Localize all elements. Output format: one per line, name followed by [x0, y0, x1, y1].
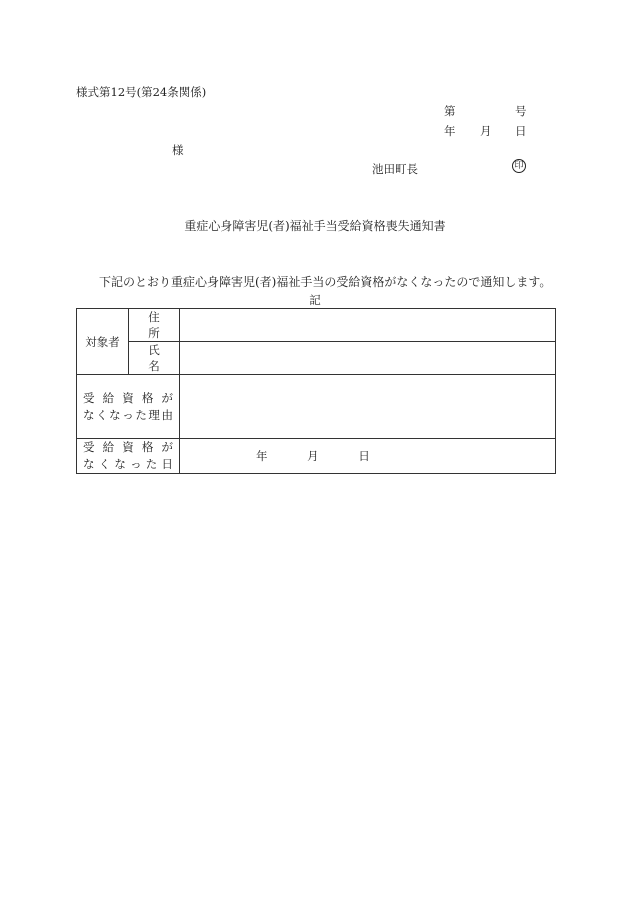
issue-date-day: 日 — [515, 124, 527, 138]
loss-date-label-line2: なくなった日 — [83, 457, 173, 471]
address-row — [77, 309, 556, 342]
reason-row — [77, 375, 556, 439]
loss-date-month: 月 — [307, 449, 319, 463]
loss-date-year: 年 — [256, 449, 268, 463]
reason-value — [180, 375, 556, 439]
reason-label-line1: 受給資格が — [83, 390, 173, 405]
reason-label — [77, 375, 180, 439]
name-label: 氏名 — [129, 342, 180, 375]
document-number-suffix: 号 — [515, 104, 527, 118]
name-value — [180, 342, 556, 375]
addressee-honorific: 様 — [172, 143, 184, 157]
seal-mark: 印 — [512, 159, 526, 173]
address-value — [180, 309, 556, 342]
notice-body: 下記のとおり重症心身障害児(者)福祉手当の受給資格がなくなったので通知します。 — [99, 275, 552, 289]
loss-date-value — [180, 439, 556, 474]
document-title: 重症心身障害児(者)福祉手当受給資格喪失通知書 — [184, 219, 446, 233]
loss-date-row — [77, 439, 556, 474]
subject-label: 対象者 — [77, 309, 129, 375]
details-table — [76, 308, 556, 474]
ki-heading: 記 — [309, 293, 321, 307]
issue-date-year: 年 — [444, 124, 456, 138]
form-number-label: 様式第12号(第24条関係) — [76, 85, 207, 99]
reason-label-line2: なくなった理由 — [83, 407, 173, 422]
issuer-name: 池田町長 — [372, 162, 418, 176]
issue-date-month: 月 — [480, 124, 492, 138]
loss-date-label — [77, 439, 180, 474]
loss-date-day: 日 — [358, 449, 370, 463]
loss-date-label-line1: 受給資格が — [83, 440, 173, 454]
address-label: 住所 — [129, 309, 180, 342]
name-row — [77, 342, 556, 375]
document-number-prefix: 第 — [444, 104, 456, 118]
